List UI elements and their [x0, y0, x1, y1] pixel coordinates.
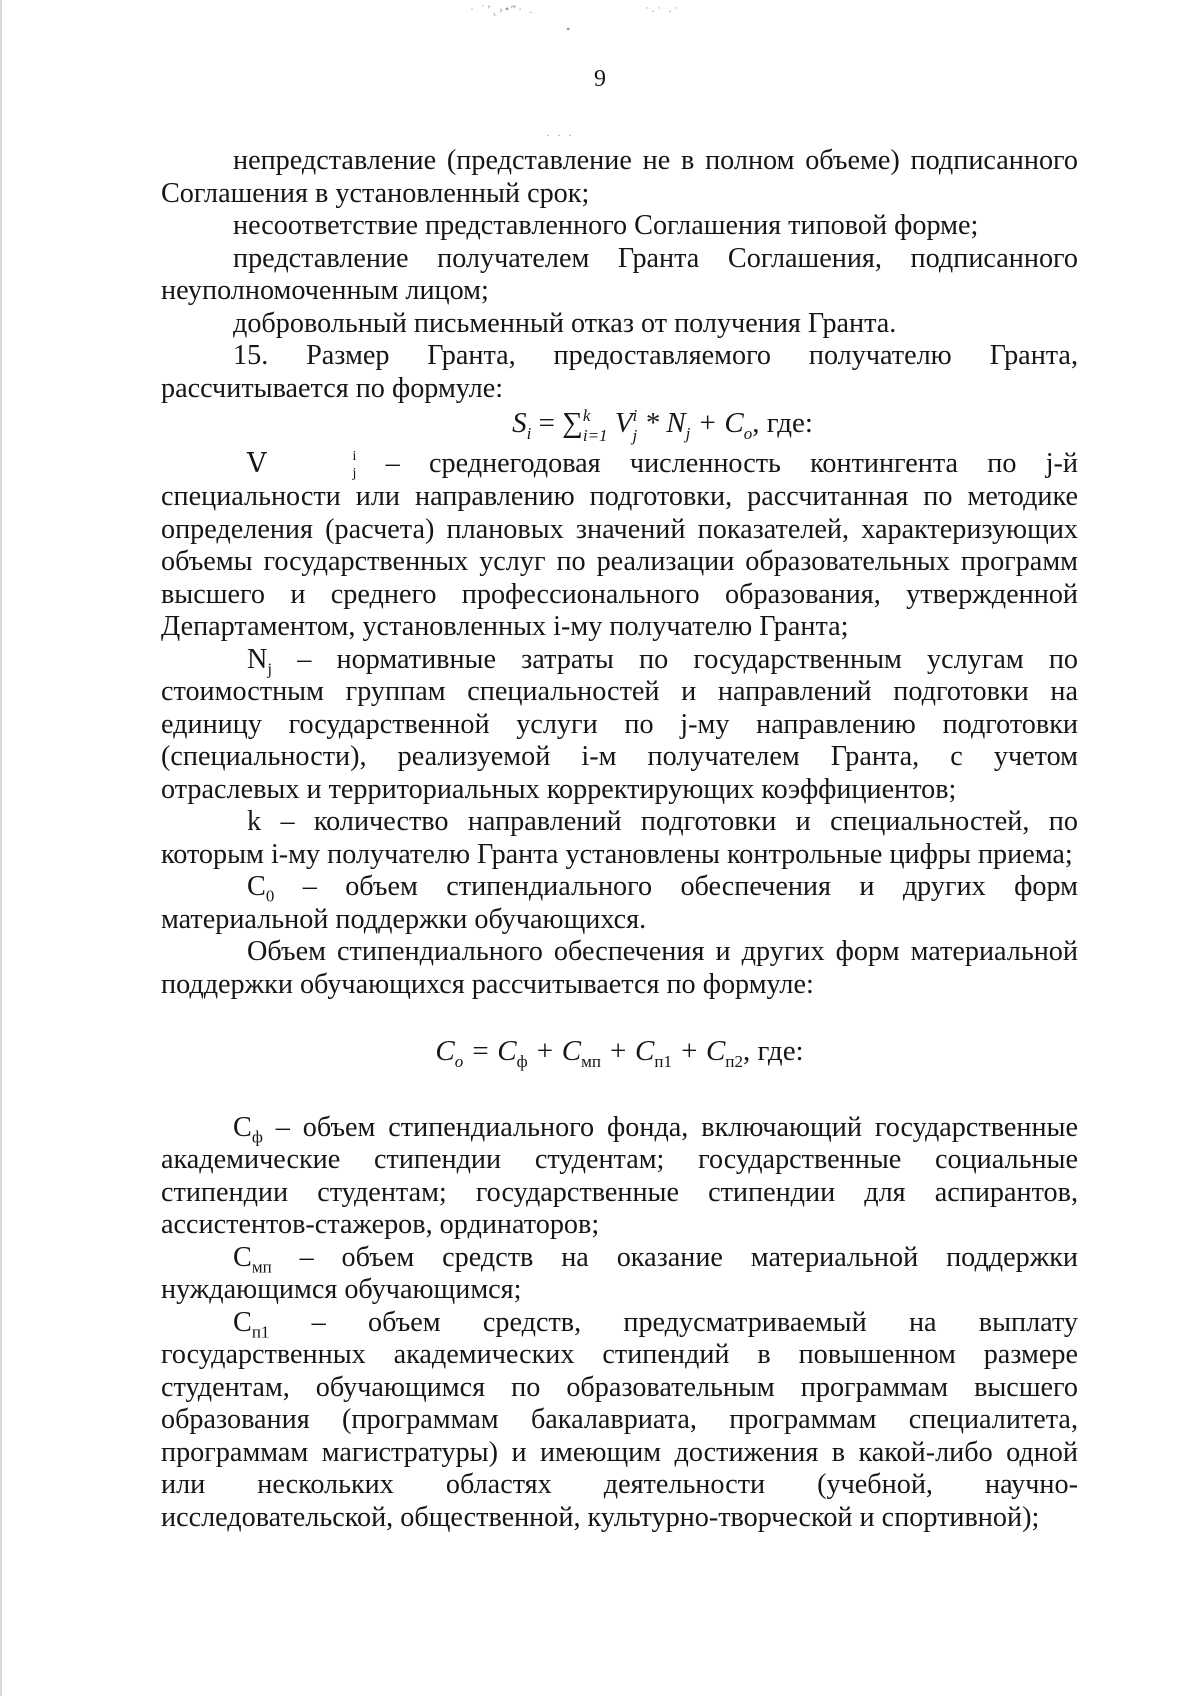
formula-subscript: j	[685, 423, 691, 443]
definition-symbol: V	[247, 448, 267, 479]
paragraph: несоответствие представленного Соглашения типовой форме;	[233, 210, 979, 241]
v-subscript: j	[632, 426, 638, 445]
definition-superscript: i	[352, 449, 357, 465]
formula-term: + C	[527, 1035, 582, 1068]
definition-subscript: п1	[251, 1322, 270, 1342]
scan-artifact: · · ·	[546, 128, 574, 142]
scan-artifact: •	[566, 22, 573, 36]
formula-subscript: п2	[725, 1051, 743, 1071]
definition-n	[161, 644, 1078, 807]
formula-term: = ∑	[531, 407, 583, 440]
definition-c0	[161, 871, 1078, 936]
definition-cmp	[161, 1242, 1078, 1307]
formula-tail: , где:	[742, 1035, 804, 1068]
formula-term: S	[512, 407, 527, 440]
definition-symbol: С	[233, 1111, 252, 1143]
definition-symbol: N	[247, 643, 268, 675]
paragraph: 15. Размер Гранта, предоставляемого получателю Гранта, рассчитывается по формуле:	[161, 340, 1078, 404]
document-body	[161, 145, 1078, 1534]
definition-symbol: С	[247, 871, 266, 903]
scan-artifact: ˙·˙ ·˙	[645, 4, 680, 18]
sum-lower-limit: i=1	[582, 426, 608, 445]
definition-text: – среднегодовая численность контингента по j-й специальности или направлению подготовки, рассчитанная по методике определения (расчета) плановых значений показателей, характеризующих объемы государственных услуг по реализации образовательных программ высшего и среднего профессионального образования, утвержденной Департаментом, установленных i-му получателю Гранта;	[161, 448, 1078, 643]
formula-subscript: ф	[516, 1051, 528, 1071]
formula-subscript: i	[526, 423, 532, 443]
formula-subscript: o	[454, 1051, 464, 1071]
formula-term: * N	[637, 407, 686, 440]
definition-text: – нормативные затраты по государственным услугам по стоимостным группам специальностей и направлений подготовки на единицу государственной услуги по j-му направлению подготовки (специальности), реализуемой i-м получателем Гранта, с учетом отраслевых и территориальных корректирующих коэффициентов;	[161, 643, 1078, 805]
formula-term: + C	[671, 1035, 726, 1068]
formula-term: V	[607, 407, 633, 440]
formula-subscript: мп	[581, 1051, 601, 1071]
definition-subscript: j	[352, 466, 357, 482]
sum-upper-limit: k	[582, 406, 591, 425]
formula-term: C	[435, 1035, 455, 1068]
scholarship-formula	[161, 1035, 1078, 1071]
page-number: 9	[594, 66, 606, 92]
formula-term: + C	[600, 1035, 655, 1068]
paragraph: добровольный письменный отказ от получения Гранта.	[233, 307, 897, 339]
definition-text: – объем средств на оказание материальной поддержки нуждающимся обучающимся;	[161, 1241, 1078, 1306]
formula-tail: , где:	[752, 407, 813, 440]
definition-v	[161, 448, 1078, 644]
paragraph: Объем стипендиального обеспечения и других форм материальной поддержки обучающихся рассчитывается по формуле:	[161, 936, 1078, 1000]
formula-subscript: o	[743, 423, 753, 443]
scan-artifact: · ˙’˛›•‴· .	[470, 2, 535, 16]
definition-symbol: С	[233, 1241, 252, 1273]
scan-edge	[0, 0, 2, 1696]
formula-term: = C	[463, 1035, 517, 1068]
definition-symbol: С	[233, 1306, 252, 1338]
paragraph: непредставление (представление не в полном объеме) подписанного Соглашения в установленный срок;	[161, 145, 1078, 209]
definition-text: – объем стипендиального обеспечения и других форм материальной поддержки обучающихся.	[161, 871, 1078, 935]
v-superscript: i	[632, 406, 638, 425]
paragraph: представление получателем Гранта Соглашения, подписанного неуполномоченным лицом;	[161, 242, 1078, 306]
definition-k: k – количество направлений подготовки и специальностей, по которым i-му получателю Гранта установлены контрольные цифры приема;	[161, 806, 1078, 870]
grant-formula	[247, 407, 1078, 444]
definition-subscript: мп	[251, 1257, 272, 1277]
definition-cf	[161, 1112, 1078, 1242]
definition-cp1	[161, 1307, 1078, 1535]
definition-subscript: j	[267, 659, 273, 679]
sum-limits	[583, 407, 608, 444]
definition-subscript: ф	[251, 1127, 263, 1147]
definition-subscript: 0	[265, 886, 275, 906]
definition-text: – объем средств, предусматриваемый на выплату государственных академических стипендий в повышенном размере студентам, обучающимся по образовательным программам высшего образования (программам бакалавриата, программам специалитета, программам магистратуры) и имеющим достижения в какой-либо одной или нескольких областях деятельности (учебной, научно-исследовательской, общественной, культурно-творческой и спортивной);	[161, 1306, 1078, 1533]
formula-subscript: п1	[654, 1051, 672, 1071]
formula-term: + C	[690, 407, 744, 440]
definition-indices	[267, 450, 357, 481]
definition-text: – объем стипендиального фонда, включающий государственные академические стипендии студентам; государственные социальные стипендии студентам; государственные стипендии для аспирантов, ассистентов-стажеров, ординаторов;	[161, 1111, 1078, 1241]
